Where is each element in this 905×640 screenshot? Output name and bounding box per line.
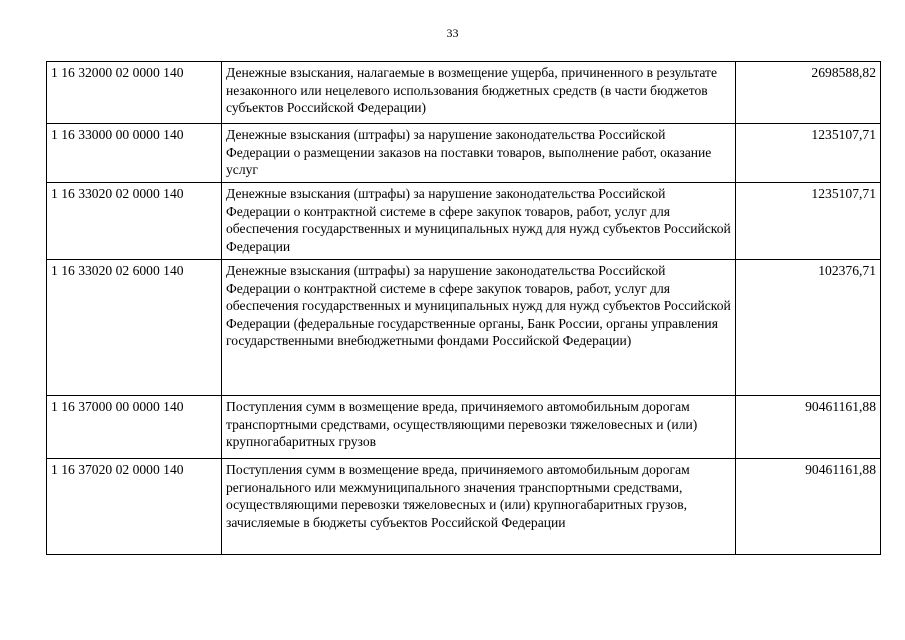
budget-revenue-table: [46, 61, 881, 555]
table-row: [47, 396, 881, 459]
table-row: [47, 459, 881, 555]
description-cell: Поступления сумм в возмещение вреда, причиняемого автомобильным дорогам транспортными средствами, осуществляющими перевозки тяжеловесных и (или) крупногабаритных грузов: [222, 396, 736, 459]
kbk-code-cell: 1 16 32000 02 0000 140: [47, 62, 222, 124]
table-row: [47, 260, 881, 396]
amount-cell: 90461161,88: [736, 396, 881, 459]
amount-cell: 90461161,88: [736, 459, 881, 555]
description-cell: Денежные взыскания, налагаемые в возмещение ущерба, причиненного в результате незаконного или нецелевого использования бюджетных средств (в части бюджетов субъектов Российской Федерации): [222, 62, 736, 124]
table-row: [47, 124, 881, 183]
amount-cell: 1235107,71: [736, 183, 881, 260]
kbk-code-cell: 1 16 37020 02 0000 140: [47, 459, 222, 555]
kbk-code-cell: 1 16 37000 00 0000 140: [47, 396, 222, 459]
table-row: [47, 62, 881, 124]
amount-cell: 2698588,82: [736, 62, 881, 124]
description-cell: Поступления сумм в возмещение вреда, причиняемого автомобильным дорогам регионального или межмуниципального значения транспортными средствами, осуществляющими перевозки тяжеловесных и (или) крупногабаритных грузов, зачисляемые в бюджеты субъектов Российской Федерации: [222, 459, 736, 555]
description-cell: Денежные взыскания (штрафы) за нарушение законодательства Российской Федерации о контрактной системе в сфере закупок товаров, работ, услуг для обеспечения государственных и муниципальных нужд для нужд субъектов Российской Федерации: [222, 183, 736, 260]
description-cell: Денежные взыскания (штрафы) за нарушение законодательства Российской Федерации о контрактной системе в сфере закупок товаров, работ, услуг для обеспечения государственных и муниципальных нужд для нужд субъектов Российской Федерации (федеральные государственные органы, Банк России, органы управления государственными внебюджетными фондами Российской Федерации): [222, 260, 736, 396]
kbk-code-cell: 1 16 33000 00 0000 140: [47, 124, 222, 183]
page-number: 33: [446, 26, 459, 40]
description-cell: Денежные взыскания (штрафы) за нарушение законодательства Российской Федерации о размещении заказов на поставки товаров, выполнение работ, оказание услуг: [222, 124, 736, 183]
kbk-code-cell: 1 16 33020 02 0000 140: [47, 183, 222, 260]
kbk-code-cell: 1 16 33020 02 6000 140: [47, 260, 222, 396]
table-row: [47, 183, 881, 260]
amount-cell: 1235107,71: [736, 124, 881, 183]
amount-cell: 102376,71: [736, 260, 881, 396]
